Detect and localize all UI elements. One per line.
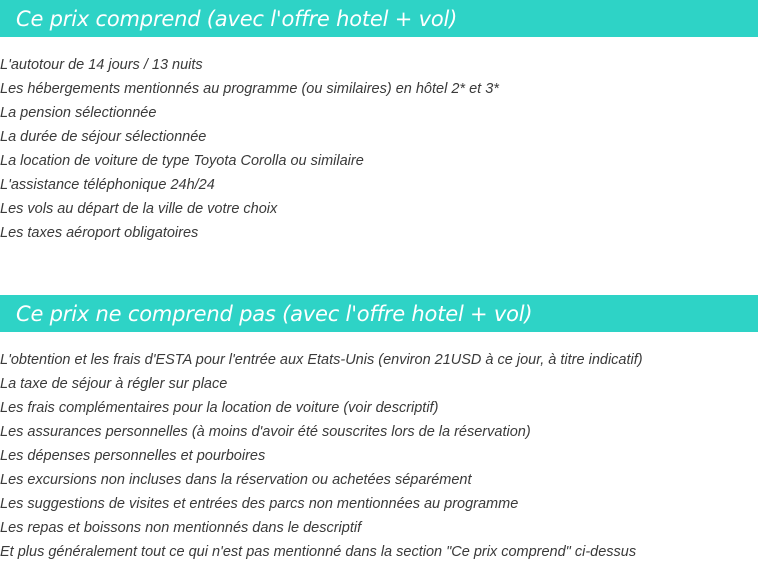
excludes-item: Les dépenses personnelles et pourboires	[0, 448, 266, 464]
includes-item: La durée de séjour sélectionnée	[0, 129, 207, 145]
includes-item: Les vols au départ de la ville de votre choix	[0, 201, 278, 217]
excludes-item: Les frais complémentaires pour la location de voiture (voir descriptif)	[0, 400, 439, 416]
excludes-item: Les assurances personnelles (à moins d'avoir été souscrites lors de la réservation)	[0, 424, 531, 440]
includes-section-title: Ce prix comprend (avec l'offre hotel + vol)	[16, 6, 458, 31]
excludes-item: Et plus généralement tout ce qui n'est pas mentionné dans la section "Ce prix comprend" ci-dessus	[0, 544, 637, 560]
includes-item: L'assistance téléphonique 24h/24	[0, 177, 215, 193]
excludes-item: La taxe de séjour à régler sur place	[0, 376, 228, 392]
excludes-item: Les suggestions de visites et entrées des parcs non mentionnées au programme	[0, 496, 519, 512]
includes-item: Les hébergements mentionnés au programme (ou similaires) en hôtel 2* et 3*	[0, 81, 499, 97]
includes-item: L'autotour de 14 jours / 13 nuits	[0, 57, 203, 73]
includes-item: La location de voiture de type Toyota Corolla ou similaire	[0, 153, 364, 169]
excludes-item: Les excursions non incluses dans la réservation ou achetées séparément	[0, 472, 472, 488]
excludes-list	[0, 348, 643, 564]
includes-list	[0, 53, 499, 245]
excludes-item: Les repas et boissons non mentionnés dans le descriptif	[0, 520, 362, 536]
includes-section-header	[0, 0, 758, 37]
excludes-section-title: Ce prix ne comprend pas (avec l'offre hotel + vol)	[16, 301, 533, 326]
includes-item: La pension sélectionnée	[0, 105, 157, 121]
excludes-section-header	[0, 295, 758, 332]
excludes-item: L'obtention et les frais d'ESTA pour l'entrée aux Etats-Unis (environ 21USD à ce jour, à titre indicatif)	[0, 352, 643, 368]
includes-item: Les taxes aéroport obligatoires	[0, 225, 199, 241]
